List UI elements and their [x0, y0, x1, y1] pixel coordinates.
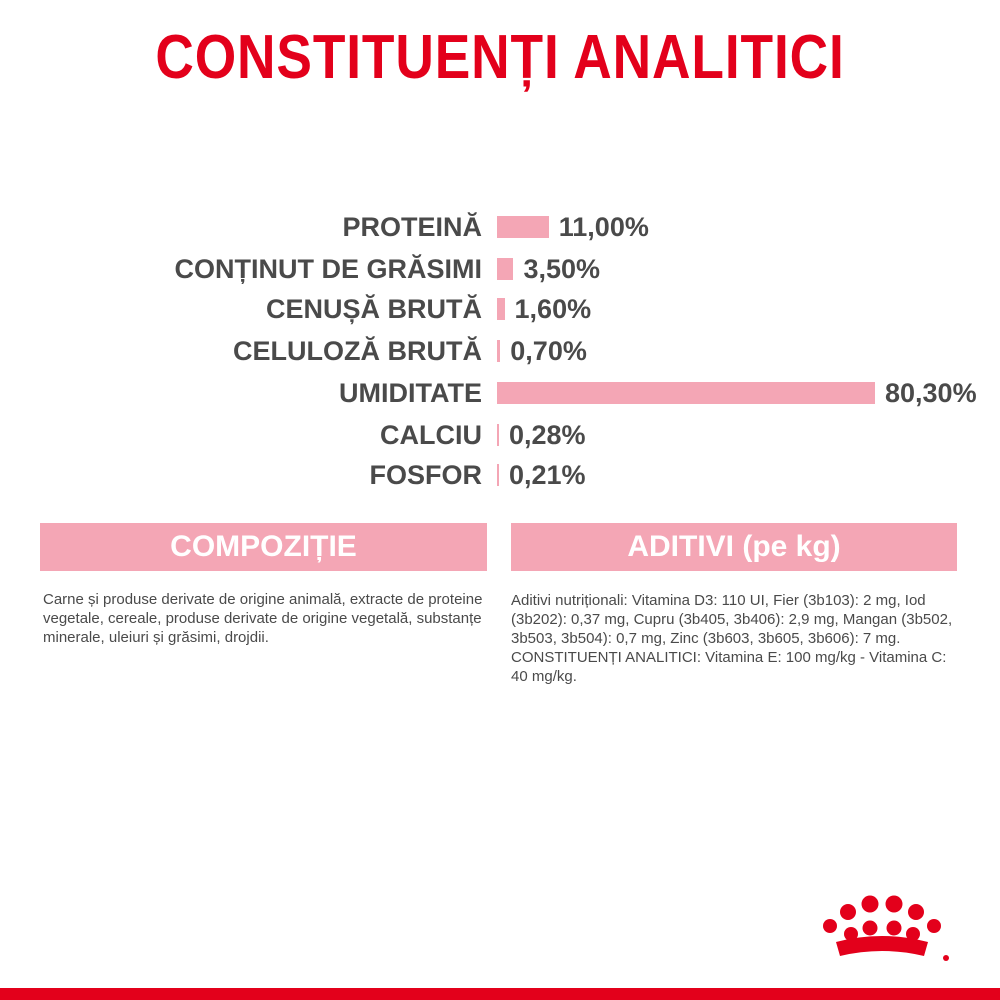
- bar: [497, 382, 875, 404]
- bar-value-label: 0,28%: [509, 420, 586, 450]
- page-title: CONSTITUENȚI ANALITICI: [155, 23, 845, 92]
- category-label: CENUȘĂ BRUTĂ: [266, 294, 482, 324]
- additives-text: [511, 591, 961, 686]
- bar-value-label: 1,60%: [514, 294, 592, 324]
- composition-header: COMPOZIȚIE: [40, 523, 487, 571]
- category-label: CALCIU: [380, 420, 482, 450]
- analytical-constituents-chart: [0, 200, 1000, 510]
- bar: [497, 464, 499, 486]
- category-label: CELULOZĂ BRUTĂ: [233, 336, 482, 366]
- category-label: UMIDITATE: [339, 378, 482, 408]
- bar-value-label: 0,21%: [509, 460, 586, 490]
- crown-logo-icon: [818, 886, 953, 966]
- additives-analytical-text: CONSTITUENȚI ANALITICI: Vitamina E: 100 mg/kg - Vitamina C: 40 mg/kg.: [511, 649, 947, 685]
- category-label: CONȚINUT DE GRĂSIMI: [174, 254, 482, 284]
- footer-red-bar: [0, 988, 1000, 1000]
- bar: [497, 424, 499, 446]
- bar: [497, 258, 513, 280]
- bar: [497, 340, 500, 362]
- composition-text: Carne și produse derivate de origine animală, extracte de proteine vegetale, cereale, produse derivate de origine vegetală, substanțe minerale, uleiuri și grăsimi, drojdii.: [43, 591, 483, 646]
- bar: [497, 298, 505, 320]
- bar-value-label: 80,30%: [885, 378, 977, 408]
- bar-value-label: 0,70%: [510, 336, 587, 366]
- additives-header: ADITIVI (pe kg): [511, 523, 957, 571]
- category-label: FOSFOR: [369, 460, 482, 490]
- bar-value-label: 3,50%: [523, 254, 601, 284]
- bar-value-label: 11,00%: [558, 212, 649, 242]
- bar: [497, 216, 549, 238]
- category-label: PROTEINĂ: [342, 212, 482, 242]
- additives-nutritional-text: Aditivi nutriționali: Vitamina D3: 110 UI, Fier (3b103): 2 mg, Iod (3b202): 0,37 mg, Cupru (3b405, 3b406): 2,9 mg, Mangan (3b502, 3b503, 3b504): 0,7 mg, Zinc (3b603, 3b605, 3b606): 7 mg.: [511, 592, 953, 647]
